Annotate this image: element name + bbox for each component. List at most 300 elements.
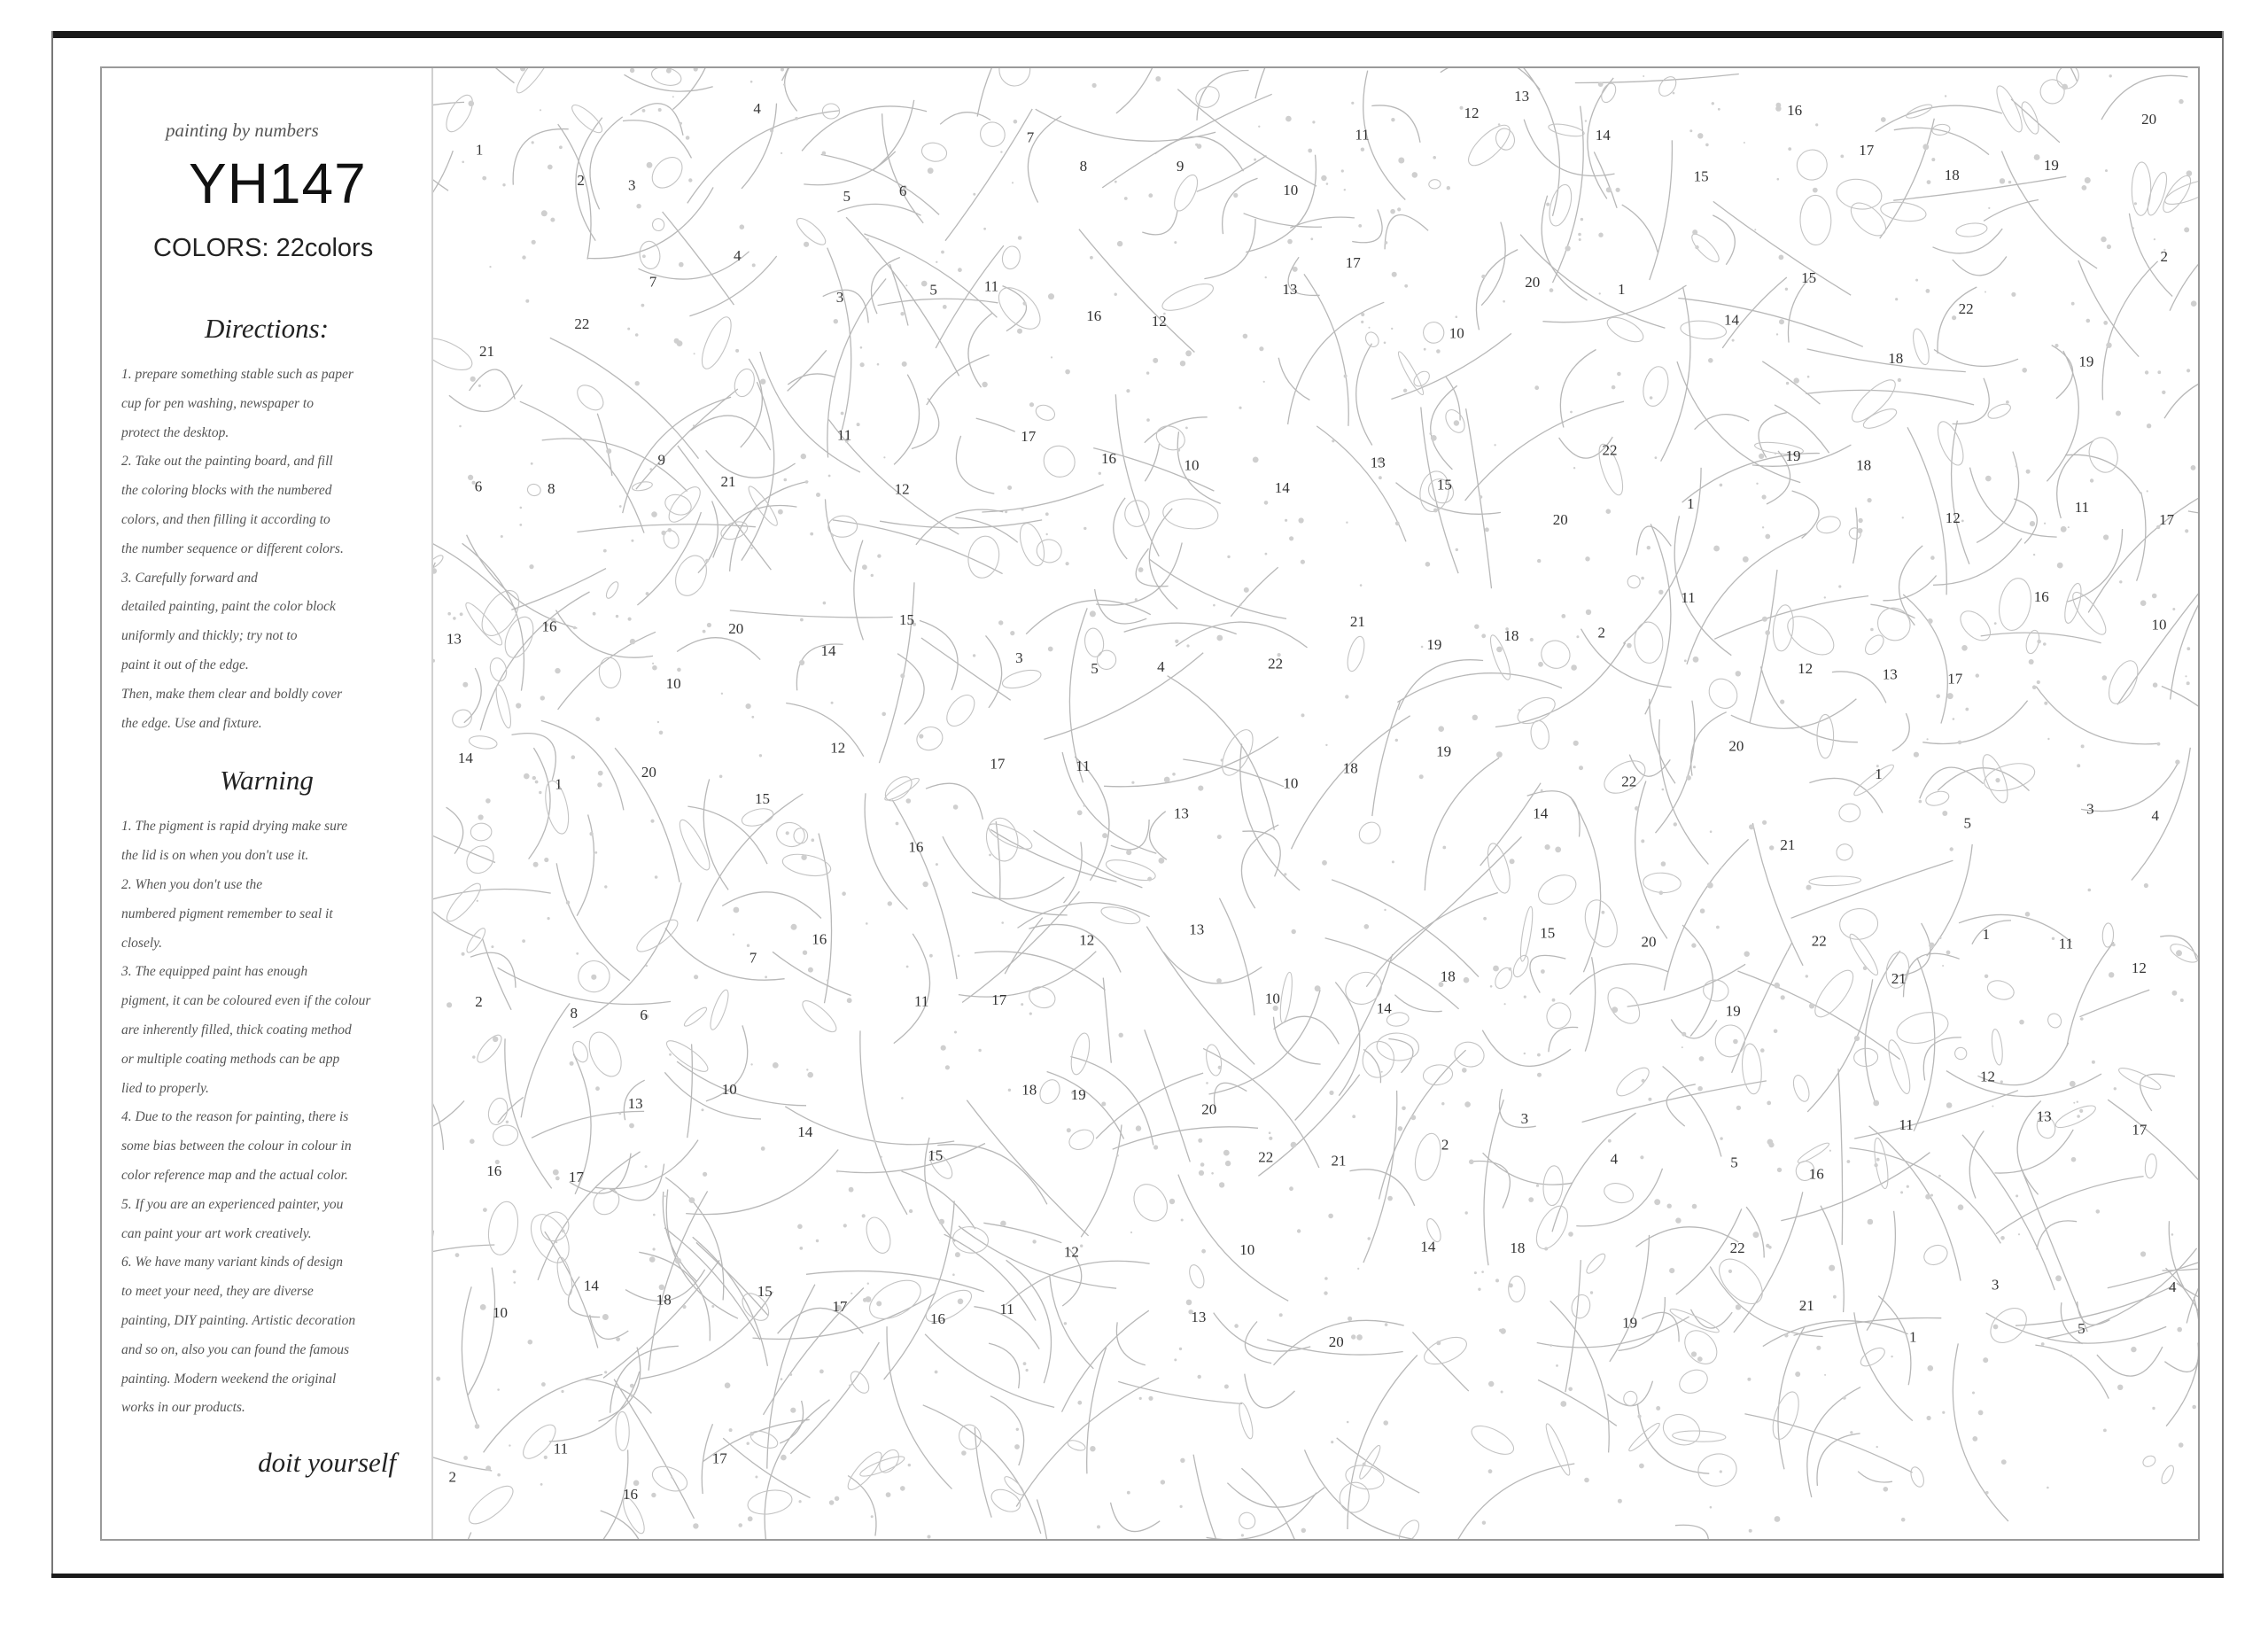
- region-outline: [541, 720, 624, 810]
- texture-dot: [1169, 1199, 1175, 1204]
- texture-dot: [752, 263, 756, 267]
- texture-dot: [1032, 1240, 1036, 1243]
- texture-dot: [1384, 909, 1386, 911]
- texture-dot: [748, 1516, 753, 1521]
- texture-dot: [630, 68, 634, 73]
- texture-dot: [1780, 700, 1784, 704]
- region-outline: [1363, 330, 1381, 349]
- region-number: 20: [1201, 1100, 1217, 1118]
- region-outline: [889, 264, 908, 325]
- texture-dot: [1931, 158, 1935, 161]
- texture-dot: [1606, 509, 1612, 514]
- region-number: 20: [641, 764, 656, 781]
- texture-dot: [2117, 1385, 2123, 1390]
- region-outline: [1794, 1317, 1942, 1335]
- texture-dot: [1691, 1351, 1697, 1356]
- texture-dot: [1172, 773, 1176, 776]
- region-outline: [1542, 196, 1587, 300]
- region-outline: [1835, 176, 1884, 213]
- texture-dot: [1528, 1197, 1534, 1202]
- region-number: 20: [2141, 111, 2157, 128]
- texture-dot: [2047, 1487, 2049, 1489]
- region-outline: [1344, 634, 1367, 672]
- region-outline: [464, 668, 481, 723]
- region-number: 13: [1370, 454, 1386, 471]
- region-number: 3: [835, 289, 844, 306]
- region-outline: [1744, 1414, 1912, 1473]
- texture-dot: [2061, 526, 2067, 532]
- region-outline: [462, 599, 506, 649]
- texture-dot: [2055, 344, 2059, 347]
- texture-dot: [1234, 1324, 1239, 1328]
- texture-dot: [1938, 1175, 1941, 1177]
- region-outline: [449, 706, 475, 730]
- texture-dot: [2088, 889, 2092, 892]
- region-number: 7: [649, 273, 657, 291]
- texture-dot: [1843, 1396, 1846, 1400]
- texture-dot: [1581, 218, 1583, 221]
- region-number: 2: [577, 172, 585, 190]
- region-outline: [1219, 898, 1254, 1015]
- texture-dot: [1692, 1204, 1697, 1209]
- texture-dot: [1488, 1469, 1493, 1473]
- texture-dot: [659, 1285, 664, 1290]
- texture-dot: [1385, 241, 1388, 245]
- texture-dot: [1474, 1271, 1477, 1274]
- texture-dot: [770, 128, 773, 132]
- region-outline: [1513, 692, 1558, 728]
- texture-dot: [1509, 968, 1512, 971]
- region-outline: [462, 1286, 478, 1428]
- texture-dot: [1829, 1265, 1835, 1271]
- texture-dot: [1480, 495, 1483, 499]
- region-number: 20: [728, 620, 744, 638]
- region-outline: [1068, 1031, 1092, 1076]
- region-outline: [1395, 1517, 1423, 1539]
- texture-dot: [635, 381, 640, 385]
- texture-dot: [1456, 315, 1458, 318]
- region-outline: [433, 563, 435, 586]
- texture-dot: [535, 781, 539, 784]
- texture-dot: [649, 1256, 656, 1263]
- region-outline: [956, 1422, 984, 1452]
- region-outline: [1850, 1148, 2001, 1244]
- texture-dot: [1524, 996, 1526, 999]
- texture-dot: [866, 238, 869, 241]
- region-outline: [1602, 982, 1646, 1030]
- texture-dot: [2179, 99, 2183, 104]
- texture-dot: [1762, 820, 1767, 825]
- texture-dot: [2157, 742, 2161, 746]
- texture-dot: [827, 979, 829, 982]
- texture-dot: [2086, 319, 2091, 323]
- texture-dot: [1985, 1491, 1989, 1495]
- region-outline: [1005, 918, 1043, 975]
- region-outline: [742, 382, 774, 560]
- texture-dot: [805, 480, 809, 484]
- texture-dot: [1768, 1142, 1774, 1147]
- warning-list: [121, 812, 412, 1423]
- texture-dot: [1146, 418, 1150, 422]
- texture-dot: [1794, 377, 1799, 383]
- region-outline: [1986, 401, 2013, 422]
- texture-dot: [1662, 789, 1665, 791]
- direction-line: 1. prepare something stable such as paper: [121, 367, 353, 382]
- region-outline: [1809, 778, 1883, 812]
- texture-dot: [1541, 969, 1545, 974]
- region-number: 21: [1331, 1152, 1347, 1170]
- texture-dot: [1847, 1160, 1851, 1163]
- region-outline: [670, 551, 712, 601]
- region-outline: [1044, 653, 1203, 740]
- warning-line: closely.: [121, 935, 163, 951]
- texture-dot: [1795, 1372, 1800, 1377]
- texture-dot: [941, 1045, 946, 1051]
- region-outline: [1146, 927, 1254, 1065]
- texture-dot: [1201, 1249, 1206, 1254]
- region-outline: [926, 783, 983, 820]
- region-outline: [526, 483, 542, 497]
- region-outline: [590, 1315, 629, 1339]
- region-number: 13: [1882, 665, 1898, 683]
- texture-dot: [1308, 149, 1312, 153]
- region-outline: [1675, 1365, 1711, 1397]
- texture-dot: [2081, 744, 2085, 748]
- region-outline: [1775, 405, 1829, 453]
- region-number: 2: [448, 1468, 457, 1486]
- texture-dot: [1225, 1161, 1231, 1166]
- texture-dot: [1747, 1378, 1751, 1381]
- region-outline: [513, 129, 569, 185]
- warning-line: or multiple coating methods can be app: [121, 1051, 340, 1067]
- region-outline: [639, 1252, 710, 1341]
- texture-dot: [1279, 1313, 1283, 1317]
- texture-dot: [778, 509, 783, 515]
- texture-dot: [1136, 1125, 1141, 1131]
- texture-dot: [1658, 590, 1663, 595]
- region-number: 12: [2131, 960, 2147, 977]
- region-outline: [1663, 1067, 1721, 1157]
- region-number: 13: [1514, 88, 1530, 105]
- region-number: 20: [1552, 511, 1568, 529]
- region-number: 10: [1449, 324, 1464, 342]
- texture-dot: [906, 798, 912, 804]
- region-outline: [637, 512, 701, 605]
- region-outline: [1635, 781, 1667, 939]
- texture-dot: [1573, 467, 1575, 469]
- texture-dot: [2043, 642, 2047, 646]
- texture-dot: [1352, 1115, 1355, 1118]
- region-number: 15: [757, 1283, 773, 1301]
- texture-dot: [1206, 1082, 1208, 1084]
- texture-dot: [506, 1121, 509, 1123]
- region-number: 2: [1597, 624, 1605, 641]
- region-number: 16: [486, 1162, 502, 1179]
- texture-dot: [1139, 1397, 1142, 1400]
- texture-dot: [2191, 300, 2197, 307]
- texture-dot: [1958, 741, 1962, 745]
- texture-dot: [1929, 943, 1935, 949]
- texture-dot: [842, 891, 846, 896]
- texture-dot: [808, 968, 813, 973]
- texture-dot: [1900, 1191, 1903, 1193]
- texture-dot: [831, 702, 834, 704]
- region-outline: [595, 1140, 698, 1189]
- texture-dot: [2080, 1017, 2084, 1021]
- texture-dot: [1067, 1128, 1071, 1132]
- texture-dot: [1200, 1162, 1205, 1167]
- texture-dot: [646, 965, 648, 967]
- texture-dot: [804, 242, 809, 247]
- region-number: 17: [990, 755, 1006, 773]
- region-outline: [1702, 978, 1729, 1003]
- region-outline: [972, 877, 1064, 899]
- texture-dot: [1219, 1182, 1224, 1187]
- region-outline: [788, 374, 835, 385]
- texture-dot: [468, 475, 473, 480]
- texture-dot: [1744, 952, 1750, 957]
- texture-dot: [2068, 526, 2070, 528]
- region-number: 16: [1787, 102, 1803, 120]
- texture-dot: [1585, 556, 1589, 561]
- texture-dot: [595, 717, 600, 721]
- texture-dot: [1965, 708, 1969, 711]
- texture-dot: [1421, 646, 1424, 649]
- texture-dot: [1383, 1420, 1388, 1426]
- texture-dot: [1412, 172, 1418, 178]
- texture-dot: [1239, 407, 1241, 409]
- region-outline: [894, 375, 919, 465]
- texture-dot: [1441, 1102, 1444, 1105]
- texture-dot: [1348, 1317, 1352, 1321]
- region-outline: [1689, 230, 1723, 266]
- texture-dot: [2152, 1407, 2155, 1410]
- region-outline: [796, 644, 843, 690]
- texture-dot: [1177, 448, 1180, 452]
- texture-dot: [1185, 427, 1188, 430]
- region-outline: [1691, 1309, 1733, 1328]
- texture-dot: [631, 540, 633, 542]
- texture-dot: [1716, 926, 1720, 929]
- region-outline: [988, 1485, 1024, 1516]
- region-outline: [1832, 672, 1886, 703]
- texture-dot: [1850, 1431, 1852, 1434]
- region-outline: [1542, 1165, 1565, 1206]
- texture-dot: [1404, 284, 1408, 288]
- texture-dot: [1227, 556, 1230, 558]
- region-outline: [1395, 350, 1426, 397]
- texture-dot: [1084, 804, 1085, 806]
- texture-dot: [2011, 292, 2016, 297]
- texture-dot: [1984, 291, 1986, 293]
- region-outline: [2140, 1074, 2175, 1111]
- region-outline: [441, 91, 478, 136]
- texture-dot: [1576, 635, 1579, 638]
- region-number: 18: [1021, 1081, 1037, 1099]
- texture-dot: [661, 531, 665, 535]
- region-outline: [940, 113, 990, 125]
- texture-dot: [1926, 289, 1930, 293]
- directions-heading: Directions:: [204, 313, 330, 344]
- texture-dot: [973, 193, 975, 196]
- region-number: 1: [475, 141, 484, 159]
- region-outline: [1000, 666, 1043, 691]
- texture-dot: [2000, 1080, 2003, 1083]
- region-outline: [1759, 413, 1787, 458]
- region-outline: [1584, 1251, 1608, 1276]
- region-outline: [1704, 673, 1744, 714]
- region-outline: [1534, 869, 1581, 910]
- region-outline: [1869, 1126, 1961, 1281]
- texture-dot: [1351, 1334, 1355, 1339]
- texture-dot: [806, 1069, 808, 1070]
- region-outline: [585, 1379, 651, 1414]
- region-outline: [2141, 1454, 2157, 1469]
- texture-dot: [2077, 1101, 2078, 1103]
- warning-line: lied to properly.: [121, 1080, 209, 1096]
- texture-dot: [629, 1123, 634, 1129]
- texture-dot: [1786, 382, 1789, 385]
- texture-dot: [781, 1455, 787, 1461]
- region-outline: [1734, 1192, 1803, 1333]
- region-outline: [793, 214, 829, 249]
- texture-dot: [2062, 84, 2068, 90]
- texture-dot: [1608, 1139, 1612, 1143]
- texture-dot: [1436, 349, 1441, 354]
- texture-dot: [1387, 1196, 1393, 1201]
- region-outline: [1627, 575, 1641, 589]
- region-outline: [1118, 1381, 1242, 1403]
- region-outline: [1645, 524, 1671, 714]
- region-number: 10: [1184, 456, 1200, 474]
- texture-dot: [1736, 1304, 1741, 1309]
- region-outline: [1376, 1031, 1419, 1061]
- region-outline: [468, 734, 497, 750]
- region-number: 16: [930, 1309, 945, 1327]
- texture-dot: [1131, 781, 1134, 784]
- region-outline: [1732, 943, 1792, 1073]
- warning-line: the lid is on when you don't use it.: [121, 848, 309, 864]
- texture-dot: [1014, 1444, 1020, 1449]
- texture-dot: [1299, 517, 1304, 523]
- region-outline: [689, 256, 776, 316]
- texture-dot: [1198, 1375, 1201, 1379]
- region-outline: [1696, 1450, 1739, 1489]
- texture-dot: [1046, 533, 1048, 535]
- texture-dot: [901, 1097, 904, 1100]
- texture-dot: [1556, 1364, 1558, 1367]
- texture-dot: [1756, 483, 1758, 485]
- region-outline: [625, 74, 713, 91]
- texture-dot: [1579, 765, 1583, 770]
- region-outline: [1677, 361, 1800, 482]
- region-outline: [1666, 1084, 1696, 1126]
- region-outline: [806, 1271, 984, 1292]
- texture-dot: [703, 1172, 707, 1177]
- texture-dot: [1617, 372, 1621, 377]
- region-outline: [1550, 1301, 1610, 1452]
- texture-dot: [1759, 454, 1764, 459]
- texture-dot: [627, 328, 630, 330]
- region-outline: [2102, 261, 2157, 400]
- region-outline: [837, 204, 920, 215]
- texture-dot: [1674, 822, 1677, 826]
- texture-dot: [1080, 1245, 1083, 1247]
- texture-dot: [1488, 1381, 1494, 1387]
- texture-dot: [1765, 630, 1770, 635]
- texture-dot: [528, 1340, 533, 1345]
- texture-dot: [1263, 381, 1265, 383]
- texture-dot: [1868, 1219, 1874, 1225]
- texture-dot: [1813, 188, 1818, 193]
- texture-dot: [1014, 120, 1018, 124]
- region-outline: [2081, 763, 2179, 812]
- texture-dot: [1816, 1346, 1821, 1350]
- texture-dot: [1474, 625, 1479, 629]
- texture-dot: [1544, 1247, 1548, 1251]
- region-outline: [1529, 719, 1551, 750]
- region-outline: [1622, 205, 1658, 253]
- region-outline: [1372, 701, 1401, 816]
- texture-dot: [1612, 1006, 1618, 1013]
- region-outline: [1476, 250, 1518, 330]
- texture-dot: [939, 1219, 944, 1224]
- region-outline: [1995, 576, 2035, 633]
- texture-dot: [1775, 1516, 1781, 1522]
- texture-dot: [1736, 1106, 1741, 1110]
- texture-dot: [1641, 839, 1644, 843]
- region-outline: [781, 851, 832, 879]
- region-outline: [1084, 627, 1106, 658]
- region-outline: [945, 109, 1032, 241]
- region-outline: [500, 613, 539, 662]
- region-outline: [1034, 537, 1063, 565]
- region-outline: [1894, 128, 1989, 154]
- region-outline: [977, 68, 1056, 117]
- texture-dot: [1627, 643, 1632, 649]
- texture-dot: [2112, 944, 2116, 947]
- texture-dot: [799, 660, 804, 665]
- region-outline: [1858, 1472, 1892, 1482]
- texture-dot: [1364, 924, 1370, 929]
- region-outline: [1452, 1039, 1487, 1070]
- region-outline: [1363, 71, 1406, 200]
- region-outline: [556, 863, 630, 980]
- texture-dot: [2191, 465, 2196, 470]
- texture-dot: [2000, 178, 2005, 183]
- region-outline: [1678, 1325, 1723, 1371]
- texture-dot: [958, 1299, 964, 1305]
- region-outline: [433, 1100, 464, 1137]
- region-outline: [1159, 278, 1216, 315]
- texture-dot: [1881, 117, 1886, 122]
- region-outline: [663, 212, 734, 305]
- region-outline: [1791, 144, 1834, 186]
- texture-dot: [928, 167, 934, 174]
- region-outline: [1223, 178, 1258, 234]
- texture-dot: [1612, 385, 1616, 390]
- texture-dot: [795, 117, 798, 120]
- region-number: 16: [1101, 449, 1116, 467]
- texture-dot: [1431, 435, 1437, 441]
- texture-dot: [1579, 238, 1581, 241]
- region-number: 18: [1503, 627, 1519, 645]
- region-outline: [1871, 602, 1917, 648]
- texture-dot: [929, 954, 933, 958]
- region-outline: [1537, 1317, 1689, 1348]
- region-number: 4: [1610, 1150, 1619, 1168]
- texture-dot: [836, 1170, 839, 1173]
